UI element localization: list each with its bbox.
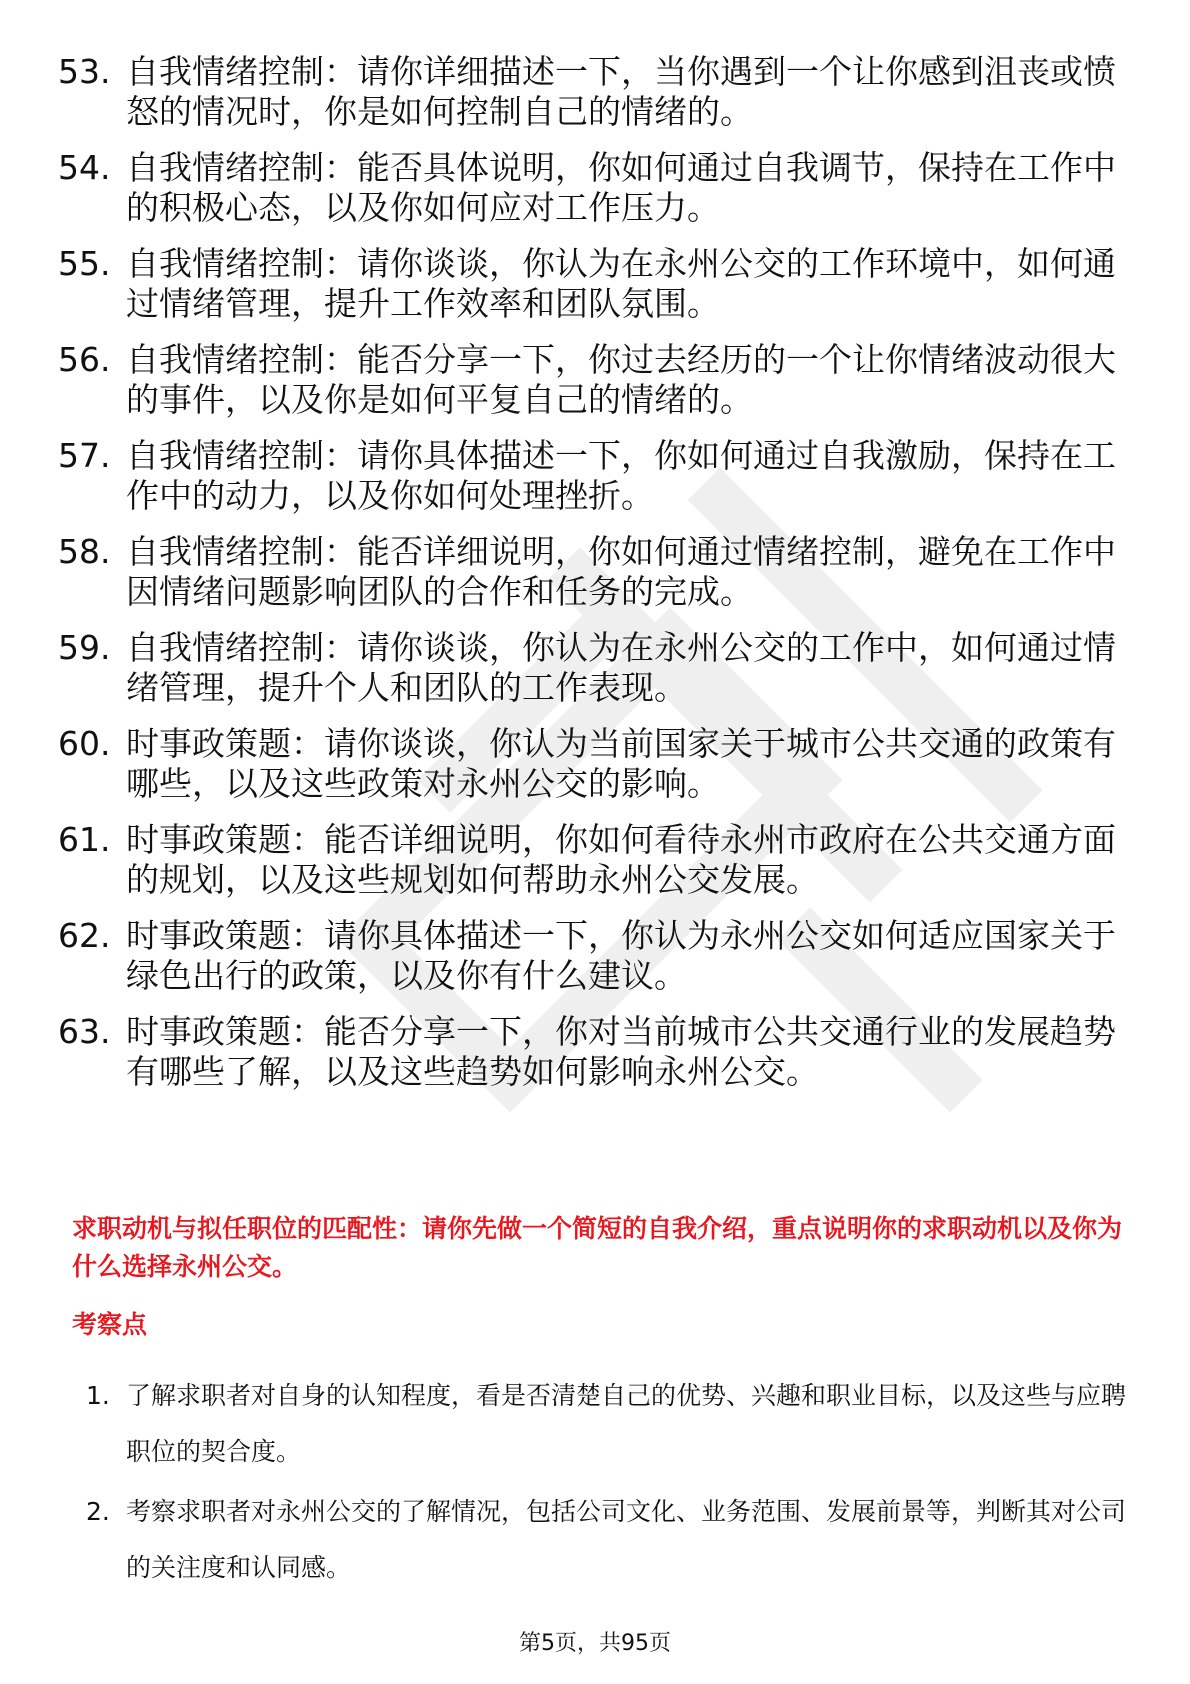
section-heading: 考察点 [72,1310,148,1339]
question-number: 62. [58,916,111,955]
question-number: 56. [58,340,111,379]
question-text: 自我情绪控制：请你谈谈，你认为在永州公交的工作中，如何通过情绪管理，提升个人和团队的工作表现。 [126,628,1116,707]
question-text: 自我情绪控制：能否分享一下，你过去经历的一个让你情绪波动很大的事件，以及你是如何平复自己的情绪的。 [126,340,1116,419]
question-number: 59. [58,628,111,667]
point-number: 1. [86,1381,110,1410]
question-text: 自我情绪控制：请你具体描述一下，你如何通过自我激励，保持在工作中的动力，以及你如何处理挫折。 [126,436,1116,515]
question-55 [58,244,1118,324]
question-text: 自我情绪控制：请你详细描述一下，当你遇到一个让你感到沮丧或愤怒的情况时，你是如何控制自己的情绪的。 [126,52,1116,131]
question-56 [58,340,1118,420]
question-number: 60. [58,724,111,763]
question-number: 54. [58,148,111,187]
question-63 [58,1012,1118,1092]
page-footer: 第5页，共95页 [519,1631,671,1656]
question-59 [58,628,1118,708]
point-2 [86,1484,1126,1596]
question-text: 时事政策题：请你谈谈，你认为当前国家关于城市公共交通的政策有哪些，以及这些政策对永州公交的影响。 [126,724,1116,803]
question-number: 55. [58,244,111,283]
highlight-question: 求职动机与拟任职位的匹配性：请你先做一个简短的自我介绍，重点说明你的求职动机以及你为什么选择永州公交。 [72,1214,1123,1281]
point-text: 了解求职者对自身的认知程度，看是否清楚自己的优势、兴趣和职业目标，以及这些与应聘职位的契合度。 [126,1381,1127,1466]
question-57 [58,436,1118,516]
question-62 [58,916,1118,996]
question-text: 自我情绪控制：能否详细说明，你如何通过情绪控制，避免在工作中因情绪问题影响团队的合作和任务的完成。 [126,532,1116,611]
question-number: 63. [58,1012,111,1051]
question-number: 58. [58,532,111,571]
question-number: 53. [58,52,111,91]
question-text: 自我情绪控制：请你谈谈，你认为在永州公交的工作环境中，如何通过情绪管理，提升工作效率和团队氛围。 [126,244,1116,323]
point-text: 考察求职者对永州公交的了解情况，包括公司文化、业务范围、发展前景等，判断其对公司的关注度和认同感。 [126,1497,1127,1582]
question-54 [58,148,1118,228]
question-text: 时事政策题：请你具体描述一下，你认为永州公交如何适应国家关于绿色出行的政策，以及你有什么建议。 [126,916,1116,995]
question-53 [58,52,1118,132]
question-number: 61. [58,820,111,859]
question-text: 自我情绪控制：能否具体说明，你如何通过自我调节，保持在工作中的积极心态，以及你如何应对工作压力。 [126,148,1116,227]
point-number: 2. [86,1497,110,1526]
question-text: 时事政策题：能否详细说明，你如何看待永州市政府在公共交通方面的规划，以及这些规划如何帮助永州公交发展。 [126,820,1116,899]
question-60 [58,724,1118,804]
question-text: 时事政策题：能否分享一下，你对当前城市公共交通行业的发展趋势有哪些了解，以及这些趋势如何影响永州公交。 [126,1012,1116,1091]
question-61 [58,820,1118,900]
point-1 [86,1368,1126,1480]
question-58 [58,532,1118,612]
question-number: 57. [58,436,111,475]
